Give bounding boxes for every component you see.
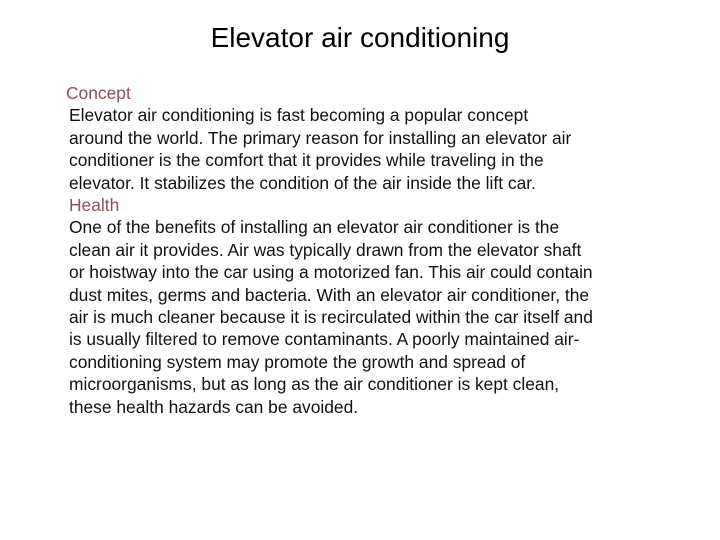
- page-title: Elevator air conditioning: [210, 22, 510, 53]
- health-line: air is much cleaner because it is recirculated within the car itself and: [69, 307, 593, 328]
- slide-body: [66, 82, 681, 418]
- concept-line: elevator. It stabilizes the condition of the air inside the lift car.: [69, 172, 536, 193]
- concept-line: Elevator air conditioning is fast becoming a popular concept: [69, 105, 529, 126]
- health-line: clean air it provides. Air was typically drawn from the elevator shaft: [69, 239, 582, 260]
- health-line: is usually filtered to remove contaminants. A poorly maintained air-: [69, 329, 580, 350]
- health-line: conditioning system may promote the growth and spread of: [69, 351, 526, 372]
- health-line: dust mites, germs and bacteria. With an elevator air conditioner, the: [69, 284, 590, 305]
- health-line: microorganisms, but as long as the air conditioner is kept clean,: [69, 374, 560, 395]
- health-line: One of the benefits of installing an elevator air conditioner is the: [69, 217, 560, 238]
- health-line: or hoistway into the car using a motorized fan. This air could contain: [69, 262, 593, 283]
- health-paragraph: [66, 216, 681, 418]
- section-heading-health: Health: [69, 195, 120, 216]
- section-heading-concept: Concept: [66, 83, 131, 103]
- concept-line: conditioner is the comfort that it provides while traveling in the: [69, 150, 544, 171]
- health-line: these health hazards can be avoided.: [69, 396, 359, 417]
- concept-line: around the world. The primary reason for installing an elevator air: [69, 127, 572, 148]
- concept-paragraph: [66, 104, 681, 194]
